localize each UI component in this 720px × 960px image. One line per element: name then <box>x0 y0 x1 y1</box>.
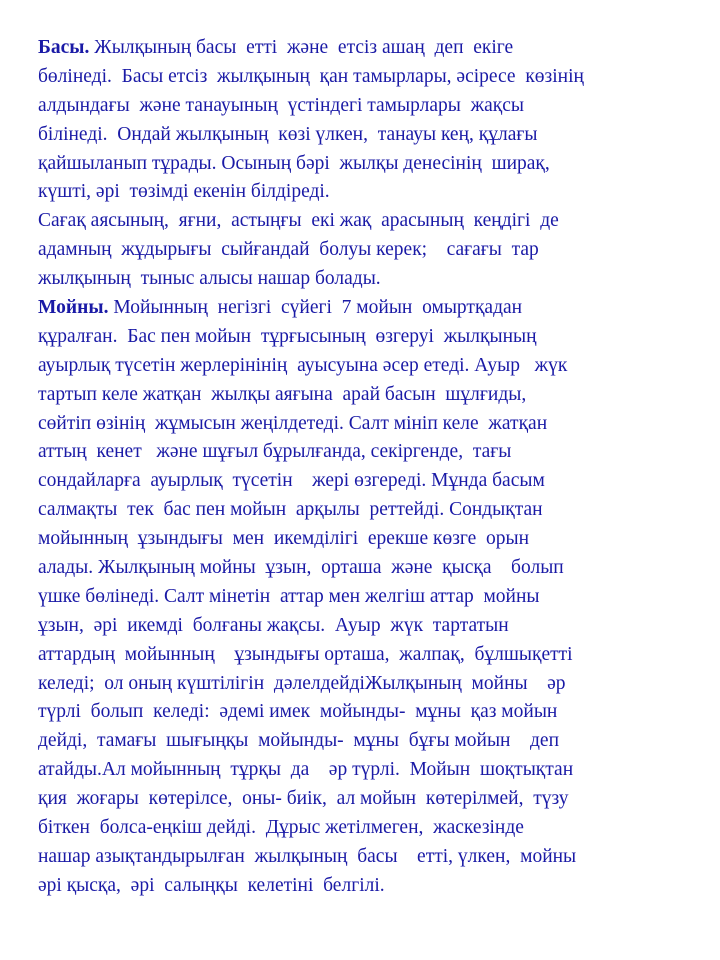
text-line <box>38 381 710 410</box>
line-text: үшке бөлінеді. Салт мінетін аттар мен желгіш аттар мойны <box>38 585 540 607</box>
line-text: тартып келе жатқан жылқы аяғына арай басын шұлғиды, <box>38 383 527 405</box>
line-text: құралған. Бас пен мойын тұрғысының өзгеруі жылқының <box>38 325 537 347</box>
text-line <box>38 410 710 439</box>
line-text: келеді; ол оның күштілігін дәлелдейдіЖылқының мойны әр <box>38 672 566 694</box>
section-heading: Мойны. <box>38 297 109 319</box>
text-line <box>38 467 710 496</box>
line-text: Жылқының басы етті және етсіз ашаң деп екіге <box>89 37 514 58</box>
line-text: салмақты тек бас пен мойын арқылы реттейді. Сондықтан <box>38 499 543 521</box>
line-text: аттардың мойынның ұзындығы орташа, жалпақ, бұлшықетті <box>38 643 573 665</box>
line-text: бөлінеді. Басы етсіз жылқының қан тамырлары, әсіресе көзінің <box>38 65 584 87</box>
text-line <box>38 63 710 92</box>
text-line <box>38 496 710 525</box>
text-line <box>38 872 710 901</box>
text-line <box>38 554 710 583</box>
text-line <box>38 612 710 641</box>
text-line <box>38 438 710 467</box>
line-text: ұзын, әрі икемді болғаны жақсы. Ауыр жүк тартатын <box>38 614 509 636</box>
line-text: нашар азықтандырылған жылқының басы етті, үлкен, мойны <box>38 845 577 867</box>
line-text: күшті, әрі төзімді екенін білдіреді. <box>38 181 330 203</box>
text-line <box>38 352 710 381</box>
text-line <box>38 207 710 236</box>
section-heading: Басы. <box>38 37 90 58</box>
text-line <box>38 785 710 814</box>
text-line <box>38 323 710 352</box>
line-text: алдындағы және танауының үстіндегі тамырлары жақсы <box>38 94 524 116</box>
line-text: қия жоғары көтерілсе, оны- биік, ал мойын көтерілмей, түзу <box>38 788 569 810</box>
line-text: білінеді. Ондай жылқының көзі үлкен, танауы кең, құлағы <box>38 123 538 145</box>
line-text: дейді, тамағы шығыңқы мойынды- мұны бұғы мойын деп <box>38 730 560 752</box>
text-line <box>38 583 710 612</box>
text-line <box>38 121 710 150</box>
line-text: біткен болса-еңкіш дейді. Дұрыс жетілмеген, жаскезінде <box>38 817 524 839</box>
text-line <box>38 265 710 294</box>
line-text: жылқының тыныс алысы нашар болады. <box>38 268 381 290</box>
text-line <box>38 178 710 207</box>
line-text: алады. Жылқының мойны ұзын, орташа және қысқа болып <box>38 557 564 579</box>
text-line <box>38 843 710 872</box>
line-text: әрі қысқа, әрі салыңқы келетіні белгілі. <box>38 874 385 896</box>
line-text: ауырлық түсетін жерлерінінің ауысуына әсер етеді. Ауыр жүк <box>38 354 568 376</box>
text-line <box>38 698 710 727</box>
text-line <box>38 294 710 323</box>
text-line <box>38 525 710 554</box>
text-line <box>38 670 710 699</box>
line-text: атайды.Ал мойынның тұрқы да әр түрлі. Мойын шоқтықтан <box>38 759 574 781</box>
line-text: адамның жұдырығы сыйғандай болуы керек; сағағы тар <box>38 239 539 261</box>
line-text: қайшыланып тұрады. Осының бәрі жылқы денесінің ширақ, <box>38 152 550 174</box>
text-line <box>38 727 710 756</box>
line-text: Сағақ аясының, яғни, астыңғы екі жақ арасының кеңдігі де <box>38 210 559 232</box>
text-line <box>38 236 710 265</box>
text-line <box>38 34 710 63</box>
line-text: аттың кенет және шұғыл бұрылғанда, секіргенде, тағы <box>38 441 512 463</box>
line-text: мойынның ұзындығы мен икемділігі ерекше көзге орын <box>38 528 530 550</box>
document-body <box>38 34 710 901</box>
line-text: сөйтіп өзінің жұмысын жеңілдетеді. Салт мініп келе жатқан <box>38 412 548 434</box>
line-text: түрлі болып келеді: әдемі имек мойынды- мұны қаз мойын <box>38 701 558 723</box>
text-line <box>38 756 710 785</box>
text-line <box>38 92 710 121</box>
text-line <box>38 641 710 670</box>
line-text: Мойынның негізгі сүйегі 7 мойын омыртқадан <box>108 297 523 319</box>
text-line <box>38 150 710 179</box>
text-line <box>38 814 710 843</box>
line-text: сондайларға ауырлық түсетін жері өзгереді. Мұнда басым <box>38 470 545 492</box>
